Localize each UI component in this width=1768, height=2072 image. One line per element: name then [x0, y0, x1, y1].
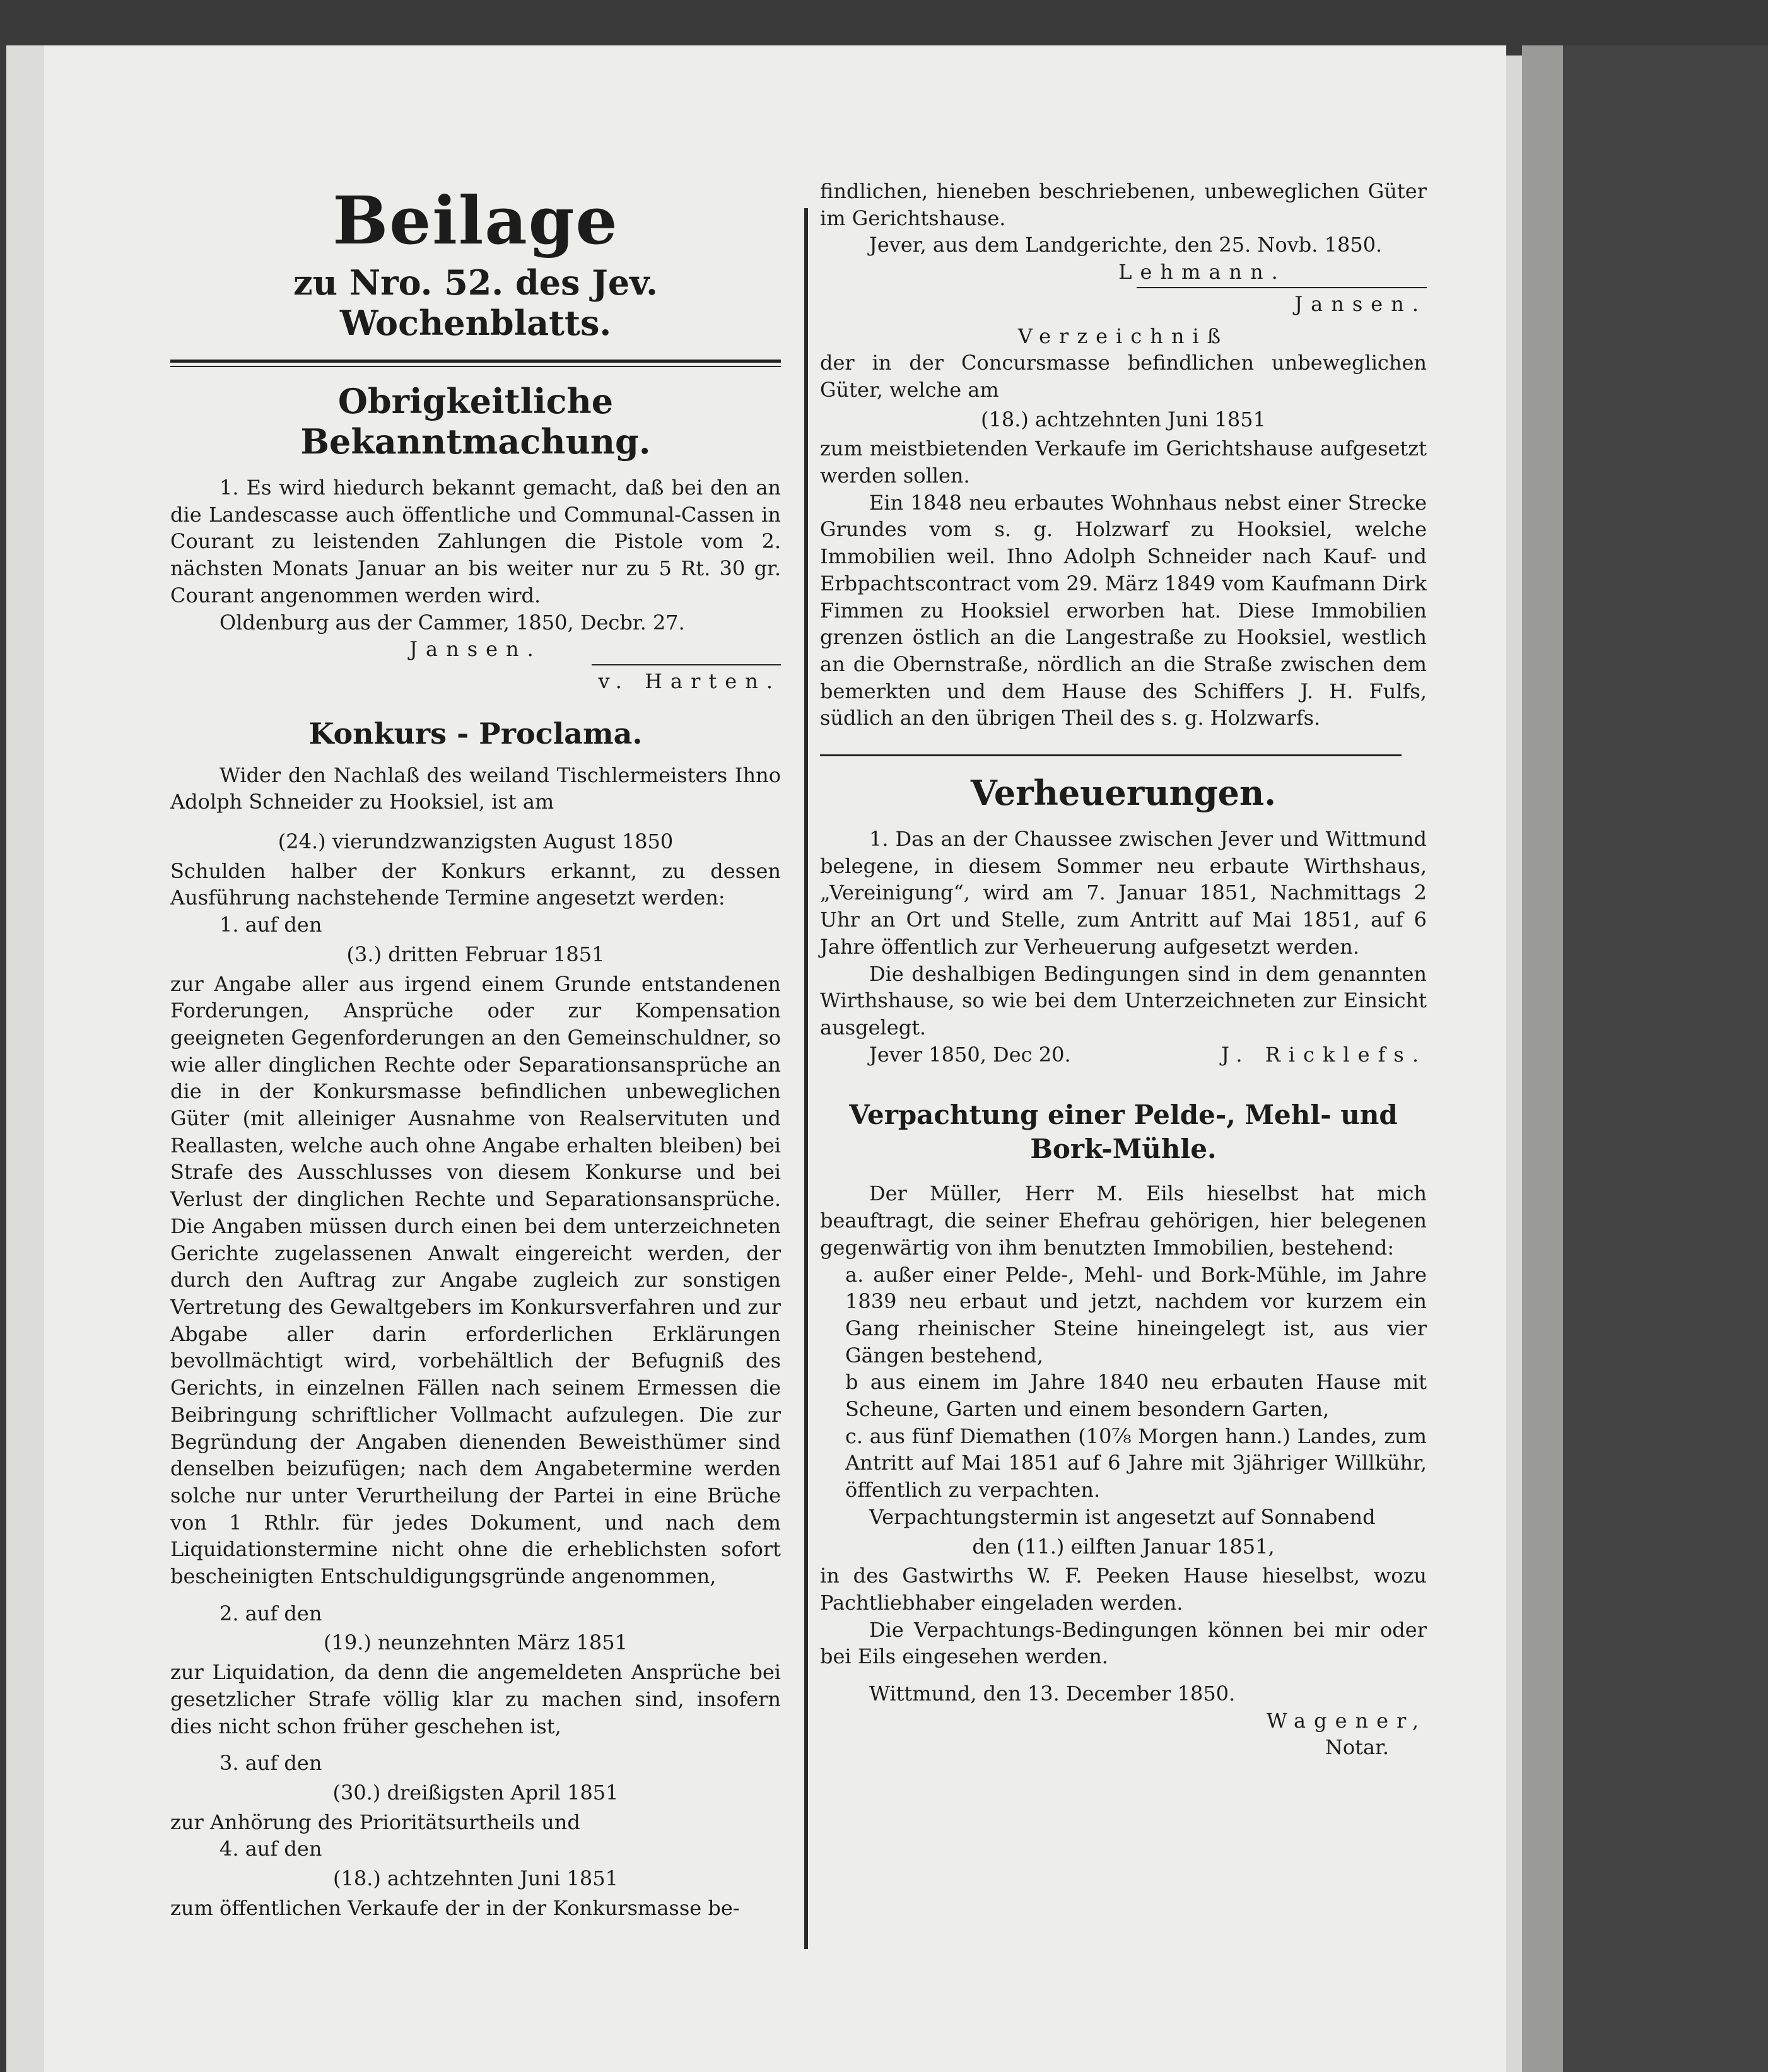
verzeichnis-date: (18.) achtzehnten Juni 1851: [981, 407, 1266, 431]
konkurs-signature-2: Jansen.: [1294, 291, 1427, 316]
konkurs-continuation: findlichen, hieneben beschriebenen, unbeweglichen Güter im Gerichtshause.: [820, 179, 1427, 230]
term-3-date: (30.) dreißigsten April 1851: [332, 1780, 619, 1805]
title-rule: [170, 360, 781, 367]
section-heading-bekanntmachung: Obrigkeitliche Bekanntmachung.: [300, 381, 651, 462]
term-4-label: 4. auf den: [220, 1837, 322, 1861]
verpachtung-item-c: c. aus fünf Diemathen (10⅞ Morgen hann.) Landes, zum Antritt auf Mai 1851 auf 6 Jahre mit 3jähriger Willkühr, öffentlich zu verpachten.: [845, 1424, 1427, 1502]
konkurs-place: Jever, aus dem Landgerichte, den 25. Novb. 1850.: [869, 233, 1383, 257]
announcement-signature-2: v. Harten.: [598, 669, 781, 693]
verpachtung-signature: Wagener,: [1266, 1708, 1427, 1733]
paper-edge: [1506, 56, 1522, 2072]
announcement-text: 1. Es wird hiedurch bekannt gemacht, daß bei den an die Landescasse auch öffentliche und Communal-Cassen in Courant zu leistenden Zahlungen die Pistole vom 2. nächsten Monats Januar an bis weiter nur zu 5 Rt. 30 gr. Courant angenommen werden wird.: [170, 476, 781, 607]
spacer: [170, 1590, 781, 1600]
verpachtung-conditions: Die Verpachtungs-Bedingungen können bei mir oder bei Eils eingesehen werden.: [820, 1617, 1427, 1669]
term-4-text: zum öffentlichen Verkaufe der in der Konkursmasse be-: [170, 1895, 740, 1920]
section-heading-verpachtung: Verpachtung einer Pelde-, Mehl- und Bork-Mühle.: [849, 1099, 1398, 1165]
verzeichnis-heading: Verzeichniß: [1017, 324, 1229, 348]
verzeichnis-text-2: Ein 1848 neu erbautes Wohnhaus nebst einer Strecke Grundes vom s. g. Holzwarf zu Hooksiel, welche Immobilien weil. Ihno Adolph Schneider nach Kauf- und Erbpachtscontract vom 29. März 1849 vom Kaufmann Dirk Fimmen zu Hooksiel erworben hat. Diese Immobilien grenzen östlich an die Langestraße zu Hooksiel, westlich an die Obernstraße, nördlich an die Straße zwischen dem bemerkten und dem Hause des Schiffers J. H. Fulfs, südlich an den übrigen Theil des s. g. Holzwarfs.: [820, 490, 1427, 730]
term-1-label: 1. auf den: [220, 913, 322, 937]
spacer: [170, 1740, 781, 1750]
verheuerung-footer: [820, 1041, 1427, 1068]
signature-rule: [592, 664, 781, 665]
verheuerung-text-2: Die deshalbigen Bedingungen sind in dem genannten Wirthshause, so wie bei dem Unterzeichneten zur Einsicht ausgelegt.: [820, 961, 1427, 1039]
term-3-label: 3. auf den: [220, 1751, 322, 1776]
background-shadow: [1563, 45, 1768, 2072]
term-3-text: zur Anhörung des Prioritätsurtheils und: [170, 1810, 580, 1834]
term-1-date: (3.) dritten Februar 1851: [346, 942, 605, 966]
verheuerung-place: Jever 1850, Dec 20.: [869, 1042, 1071, 1067]
verpachtung-term-place: in des Gastwirths W. F. Peeken Hause hieselbst, wozu Pachtliebhaber eingeladen werden.: [820, 1564, 1427, 1615]
konkurs-text: Schulden halber der Konkurs erkannt, zu dessen Ausführung nachstehende Termine angesetzt werden:: [170, 858, 781, 910]
verpachtung-term-date: den (11.) eilften Januar 1851,: [972, 1534, 1275, 1559]
verpachtung-item-b: b aus einem im Jahre 1840 neu erbauten Hause mit Scheune, Garten und einem besondern Garten,: [845, 1370, 1427, 1422]
verpachtung-signature-title: Notar.: [1325, 1735, 1389, 1760]
term-2-label: 2. auf den: [220, 1601, 322, 1625]
page-title: Beilage: [332, 182, 619, 259]
announcement-place: Oldenburg aus der Cammer, 1850, Decbr. 27.: [220, 610, 685, 635]
konkurs-signature-1: Lehmann.: [1118, 260, 1286, 284]
verpachtung-place: Wittmund, den 13. December 1850.: [869, 1682, 1236, 1706]
term-1-text: zur Angabe aller aus irgend einem Grunde entstandenen Forderungen, Ansprüche oder zur Kompensation geeigneten Gegenforderungen an den Gemeinschuldner, so wie aller dinglichen Rechte oder Separationsansprüche an die in der Konkursmasse befindlichen unbeweglichen Güter (mit alleiniger Ausnahme von Realservituten und Reallasten, welche auch ohne Angabe erhalten bleiben) bei Strafe des Ausschlusses von diesem Konkurse und bei Verlust der dinglichen Rechte und Separationsansprüche. Die Angaben müssen durch einen bei dem unterzeichneten Gerichte zugelassenen Anwalt eingereicht werden, der durch den Auftrag zur Angabe zugleich zur sonstigen Vertretung des Gewaltgebers im Konkursverfahren und zur Abgabe aller darin erforderlichen Erklärungen bevollmächtigt wird, vorbehältlich der Befugniß des Gerichts, in einzelnen Fällen nach seinem Ermessen die Beibringung schriftlicher Vollmacht aufzulegen. Die zur Begründung der Angaben dienenden Beweisthümer sind denselben beizufügen; nach dem Angabetermine werden solche nur unter Verurtheilung der Partei in eine Brüche von 1 Rthlr. für jedes Dokument, und nach dem Liquidationstermine nicht ohne die erheblichsten sofort bescheinigten Entschuldigungsgründe angenommen,: [170, 971, 781, 1589]
verzeichnis-intro: der in der Concursmasse befindlichen unbeweglichen Güter, welche am: [820, 351, 1427, 402]
verheuerung-signature: J. Ricklefs.: [1221, 1042, 1427, 1067]
verpachtung-item-a: a. außer einer Pelde-, Mehl- und Bork-Mühle, im Jahre 1839 neu erbaut und jetzt, nachdem vor kurzem ein Gang rheinischer Steine hineingelegt ist, aus vier Gängen bestehend,: [845, 1262, 1427, 1367]
left-column: [170, 183, 781, 1921]
verzeichnis-text-1: zum meistbietenden Verkaufe im Gerichtshause aufgesetzt werden sollen.: [820, 436, 1427, 488]
verheuerung-text-1: 1. Das an der Chaussee zwischen Jever und Wittmund belegene, in diesem Sommer neu erbaute Wirthshaus, „Vereinigung“, wird am 7. Januar 1851, Nachmittags 2 Uhr an Ort und Stelle, zum Antritt auf Mai 1851, auf 6 Jahre öffentlich zur Verheuerung aufgesetzt werden.: [820, 827, 1427, 959]
konkurs-date: (24.) vierundzwanzigsten August 1850: [278, 829, 674, 854]
term-2-text: zur Liquidation, da denn die angemeldeten Ansprüche bei gesetzlicher Strafe völlig klar zu machen sind, insofern dies nicht schon früher geschehen ist,: [170, 1660, 781, 1738]
binding-board: [1522, 45, 1563, 2072]
verpachtung-term: Verpachtungstermin ist angesetzt auf Sonnabend: [869, 1504, 1376, 1529]
signature-rule: [1137, 287, 1427, 288]
term-2-date: (19.) neunzehnten März 1851: [324, 1630, 628, 1655]
page-subtitle: zu Nro. 52. des Jev. Wochenblatts.: [293, 262, 658, 343]
section-rule: [820, 754, 1402, 756]
page-fold: [6, 45, 44, 2072]
spacer: [170, 816, 781, 826]
section-heading-konkurs: Konkurs - Proclama.: [308, 716, 643, 751]
column-divider: [804, 208, 808, 1949]
section-heading-verheuerungen: Verheuerungen.: [970, 773, 1277, 814]
term-4-date: (18.) achtzehnten Juni 1851: [333, 1866, 618, 1891]
right-column: [820, 178, 1427, 1761]
konkurs-intro: Wider den Nachlaß des weiland Tischlermeisters Ihno Adolph Schneider zu Hooksiel, ist am: [170, 763, 781, 814]
announcement-signature-1: Jansen.: [409, 637, 542, 662]
spacer: [820, 1670, 1427, 1680]
verpachtung-intro: Der Müller, Herr M. Eils hieselbst hat mich beauftragt, die seiner Ehefrau gehörigen, hier belegenen gegenwärtig von ihm benutzten Immobilien, bestehend:: [820, 1181, 1427, 1260]
